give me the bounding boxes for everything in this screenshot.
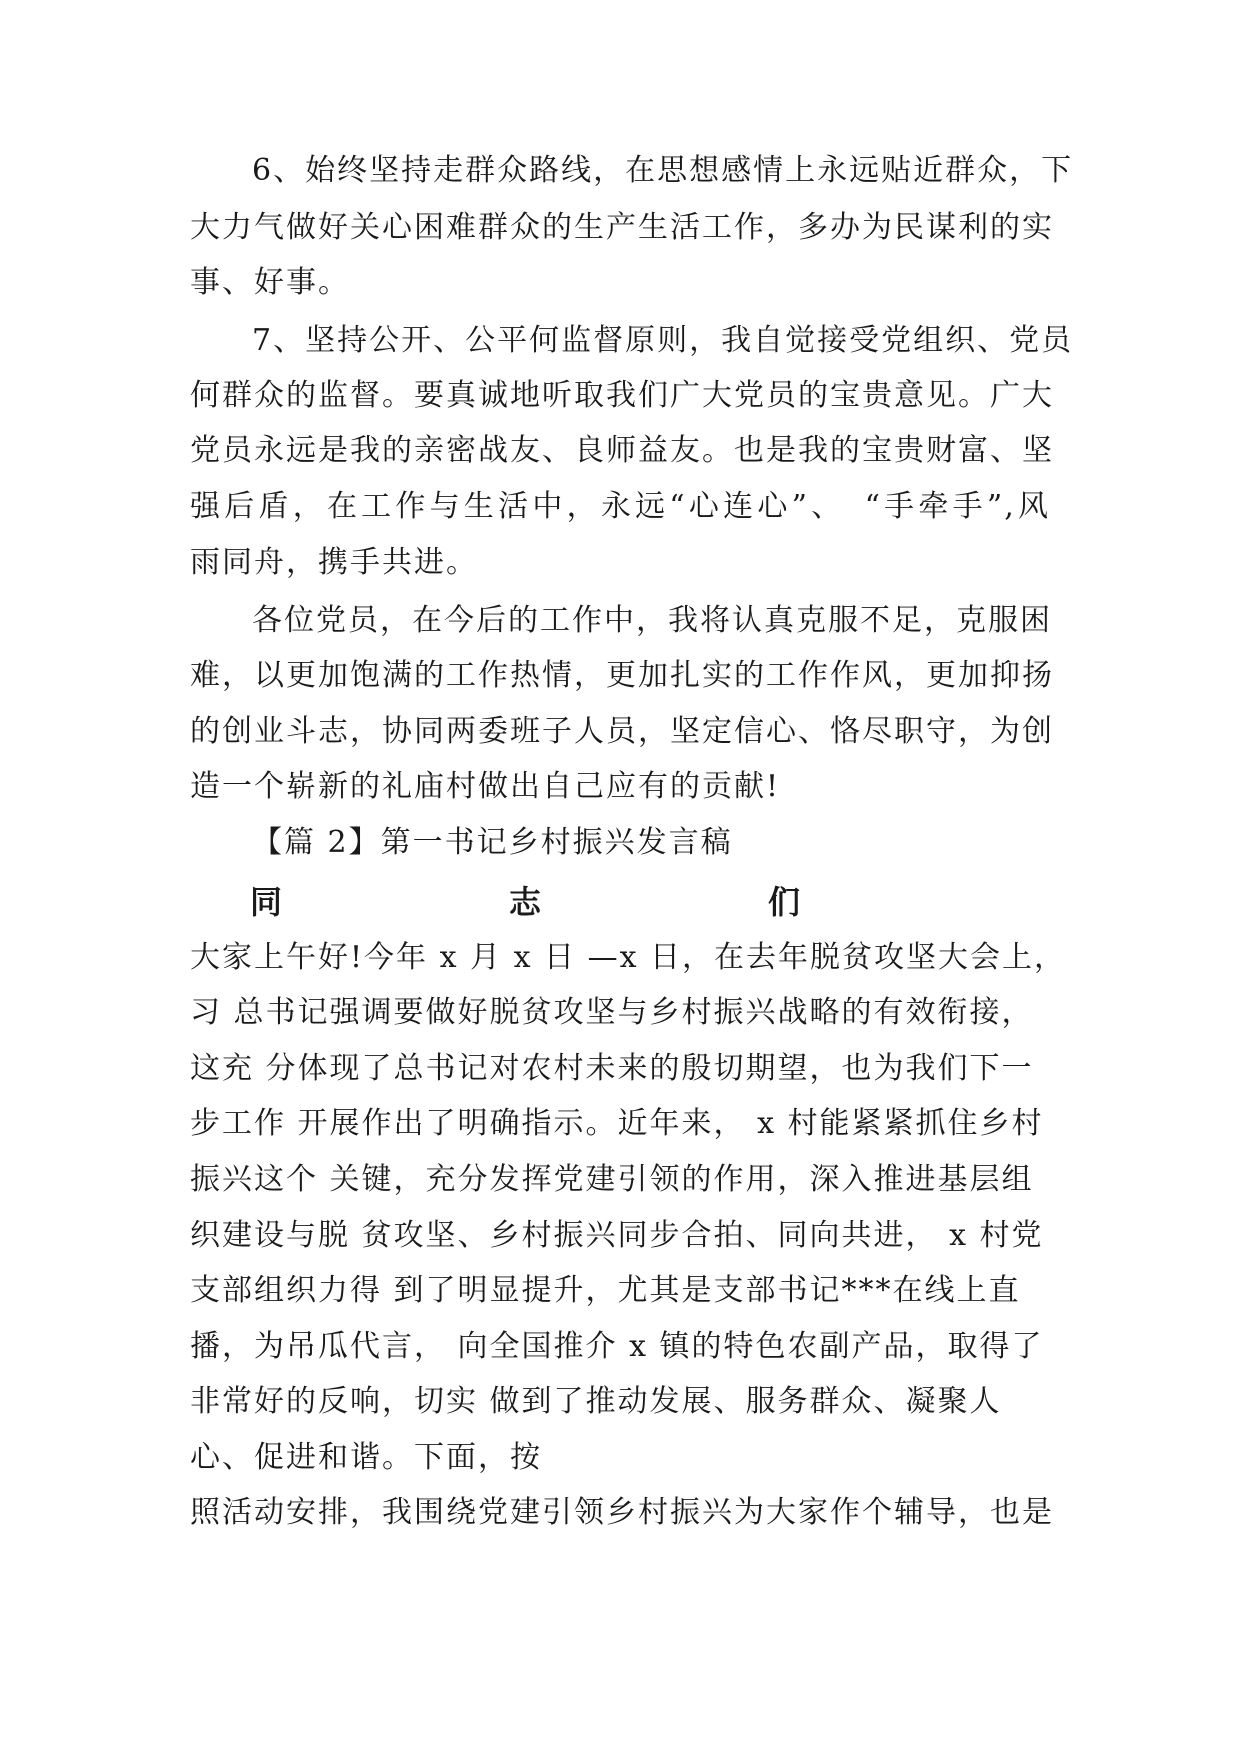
paragraph-7-line-4: 强后盾，在工作与生活中，永远“心连心”、 “手牵手”,风 xyxy=(190,489,1050,524)
salutation-char-3: 们 xyxy=(767,883,800,921)
speech-line-6: 织建设与脱 贫攻坚、乡村振兴同步合拍、同向共进， x 村党 xyxy=(190,1218,1044,1253)
salutation xyxy=(250,882,800,922)
paragraph-6-line-3: 事、好事。 xyxy=(190,265,350,300)
speech-line-11: 照活动安排，我围绕党建引领乡村振兴为大家作个辅导，也是 xyxy=(190,1495,1054,1530)
closing-paragraph-line-3: 的创业斗志，协同两委班子人员，坚定信心、恪尽职守，为创 xyxy=(190,714,1054,749)
speech-line-7: 支部组织力得 到了明显提升，尤其是支部书记***在线上直 xyxy=(190,1273,1021,1308)
salutation-char-1: 同 xyxy=(250,883,283,921)
paragraph-7-line-5: 雨同舟，携手共进。 xyxy=(190,545,478,580)
section-title: 【篇 2】第一书记乡村振兴发言稿 xyxy=(252,825,733,860)
speech-line-3: 这充 分体现了总书记对农村未来的殷切期望，也为我们下一 xyxy=(190,1051,1034,1086)
paragraph-7-line-3: 党员永远是我的亲密战友、良师益友。也是我的宝贵财富、坚 xyxy=(190,433,1054,468)
paragraph-6-line-2: 大力气做好关心困难群众的生产生活工作，多办为民谋利的实 xyxy=(190,210,1054,245)
paragraph-7-line-2: 何群众的监督。要真诚地听取我们广大党员的宝贵意见。广大 xyxy=(190,378,1054,413)
speech-line-2: 习 总书记强调要做好脱贫攻坚与乡村振兴战略的有效衔接， xyxy=(190,995,1034,1030)
paragraph-6-line-1: 6、始终坚持走群众路线，在思想感情上永远贴近群众，下 xyxy=(252,153,1074,188)
speech-line-9: 非常好的反响，切实 做到了推动发展、服务群众、凝聚人 xyxy=(190,1384,1002,1419)
speech-line-5: 振兴这个 关键，充分发挥党建引领的作用，深入推进基层组 xyxy=(190,1162,1034,1197)
paragraph-7-line-1: 7、坚持公开、公平何监督原则，我自觉接受党组织、党员 xyxy=(252,323,1074,358)
closing-paragraph-line-2: 难，以更加饱满的工作热情，更加扎实的工作作风，更加抑扬 xyxy=(190,658,1054,693)
speech-line-10: 心、促进和谐。下面，按 xyxy=(190,1440,542,1475)
speech-line-8: 播，为吊瓜代言， 向全国推介 x 镇的特色农副产品，取得了 xyxy=(190,1329,1044,1364)
speech-line-1: 大家上午好!今年 x 月 x 日 —x 日，在去年脱贫攻坚大会上， xyxy=(190,940,1067,975)
closing-paragraph-line-4: 造一个崭新的礼庙村做出自己应有的贡献! xyxy=(190,769,781,804)
closing-paragraph-line-1: 各位党员，在今后的工作中，我将认真克服不足，克服困 xyxy=(252,603,1052,638)
speech-line-4: 步工作 开展作出了明确指示。近年来， x 村能紧紧抓住乡村 xyxy=(190,1106,1044,1141)
salutation-char-2: 志 xyxy=(508,883,541,921)
